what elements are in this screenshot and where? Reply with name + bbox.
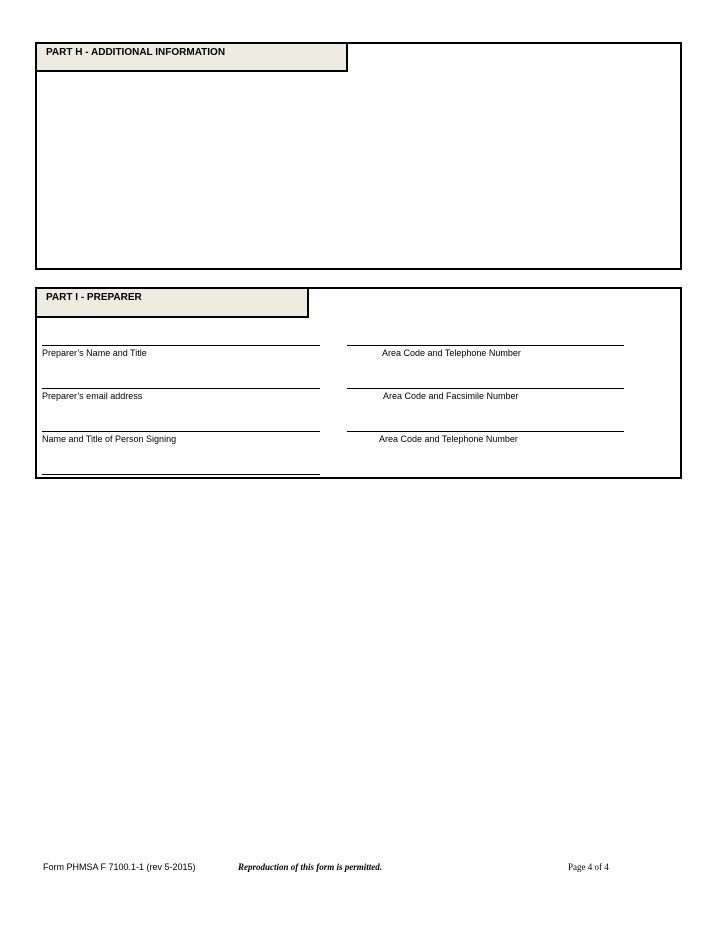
additional-information-input[interactable] [41, 78, 676, 264]
facsimile-field[interactable] [347, 388, 624, 390]
part-i-section [35, 287, 682, 479]
preparer-email-field[interactable] [42, 388, 320, 390]
page-number: Page 4 of 4 [568, 862, 609, 872]
part-i-title: PART I - PREPARER [35, 287, 309, 318]
signer-telephone-field[interactable] [347, 431, 624, 433]
preparer-email-label: Preparer’s email address [42, 391, 143, 401]
signer-name-title-field[interactable] [42, 431, 320, 433]
part-h-section [35, 42, 682, 270]
reproduction-note: Reproduction of this form is permitted. [238, 862, 383, 872]
signer-name-title-label: Name and Title of Person Signing [42, 434, 177, 444]
facsimile-label: Area Code and Facsimile Number [383, 391, 519, 401]
signature-field[interactable] [42, 474, 320, 476]
preparer-name-title-field[interactable] [42, 345, 320, 347]
preparer-name-title-label: Preparer’s Name and Title [42, 348, 147, 358]
part-h-title: PART H - ADDITIONAL INFORMATION [35, 42, 348, 72]
telephone-field[interactable] [347, 345, 624, 347]
signer-telephone-label: Area Code and Telephone Number [379, 434, 518, 444]
form-id: Form PHMSA F 7100.1-1 (rev 5-2015) [43, 862, 196, 872]
telephone-label: Area Code and Telephone Number [382, 348, 521, 358]
